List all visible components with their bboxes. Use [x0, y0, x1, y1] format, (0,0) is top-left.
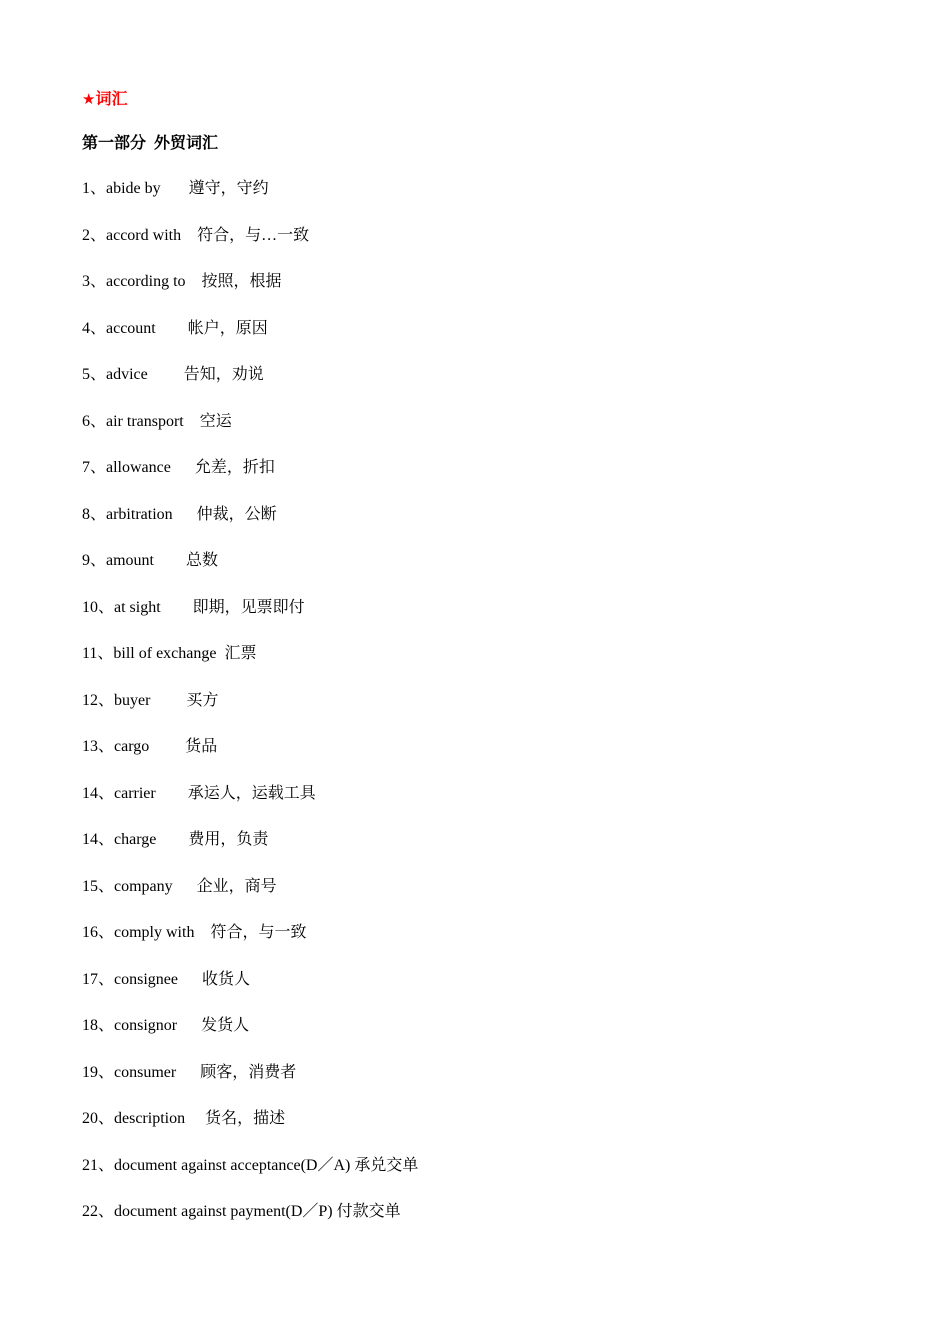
vocabulary-entry: 9、amount 总数 [82, 552, 218, 569]
vocabulary-entry: 16、comply with 符合，与一致 [82, 924, 307, 941]
vocabulary-entry: 2、accord with 符合，与…一致 [82, 226, 310, 244]
section-title: 第一部分 外贸词汇 [82, 135, 219, 152]
vocabulary-entry: 3、according to 按照，根据 [82, 273, 282, 290]
vocabulary-entry: 14、carrier 承运人，运载工具 [82, 784, 316, 802]
vocabulary-entry: 7、allowance 允差，折扣 [82, 459, 275, 476]
vocabulary-entry: 5、advice 告知，劝说 [82, 366, 264, 383]
vocabulary-entry: 12、buyer 买方 [82, 691, 219, 709]
star-icon: ★ [82, 90, 96, 108]
vocabulary-list [82, 178, 418, 1248]
vocabulary-entry: 19、consumer 顾客，消费者 [82, 1063, 297, 1081]
vocabulary-entry: 20、description 货名，描述 [82, 1110, 286, 1127]
vocabulary-entry: 21、document against acceptance(D／A) 承兑交单 [82, 1156, 419, 1174]
vocabulary-entry: 8、arbitration 仲裁，公断 [82, 505, 277, 523]
vocabulary-entry: 1、abide by 遵守，守约 [82, 180, 269, 197]
vocabulary-entry: 4、account 帐户，原因 [82, 319, 268, 337]
vocabulary-entry: 18、consignor 发货人 [82, 1017, 250, 1034]
vocabulary-entry: 13、cargo 货品 [82, 738, 218, 755]
vocabulary-entry: 11、bill of exchange 汇票 [82, 645, 257, 662]
vocabulary-entry: 6、air transport 空运 [82, 412, 232, 430]
vocabulary-entry: 17、consignee 收货人 [82, 970, 250, 988]
vocabulary-entry: 14、charge 费用，负责 [82, 831, 269, 848]
vocabulary-heading-text: 词汇 [95, 91, 128, 108]
vocabulary-entry: 22、document against payment(D／P) 付款交单 [82, 1203, 401, 1220]
vocabulary-entry: 15、company 企业，商号 [82, 877, 277, 895]
vocabulary-entry: 10、at sight 即期，见票即付 [82, 598, 305, 616]
vocabulary-heading [82, 88, 127, 111]
